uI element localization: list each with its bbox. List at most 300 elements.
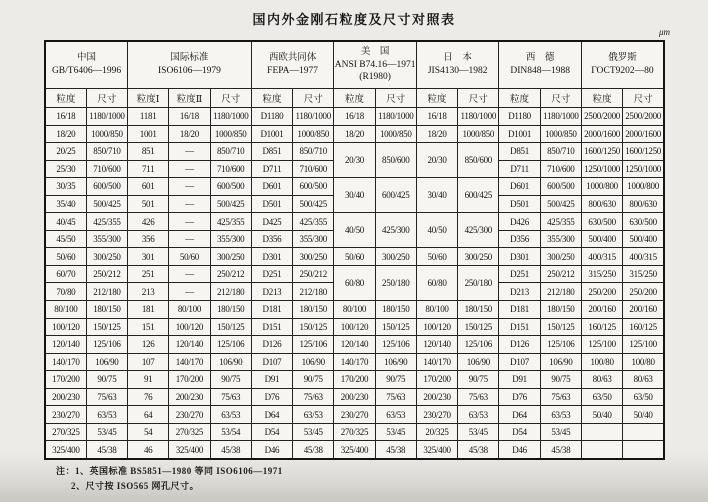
cell-r12-c4: 150/125 [210,318,251,336]
cell-r11-c9: 80/100 [416,301,457,319]
cell-r0-c9: 16/18 [416,108,457,126]
cell-r15-c0: 170/200 [45,371,86,389]
cell-r19-c11: D46 [499,441,540,459]
cell-r9-c5: D251 [251,265,292,283]
cell-r13-c2: 126 [128,336,169,354]
cell-r10-c1: 212/180 [86,283,127,301]
cell-r3-c5: D711 [251,160,292,178]
cell-r12-c8: 150/125 [375,318,416,336]
header-sub-4-0: 粒度 [416,89,457,108]
cell-r6-c12: 425/355 [540,213,581,231]
cell-r9-c11: D251 [499,265,540,283]
cell-r15-c5: D91 [251,371,292,389]
header-sub-5-1: 尺寸 [540,89,581,108]
cell-r8-c6: 300/250 [293,248,334,266]
table-row-6 [45,213,664,231]
cell-r17-c8: 63/53 [375,406,416,424]
cell-r17-c1: 63/53 [86,406,127,424]
cell-r7-c11: D356 [499,230,540,248]
cell-r17-c3: 230/270 [169,406,210,424]
cell-r2-c14: 1600/1250 [623,143,664,161]
cell-r18-c1: 53/45 [86,423,127,441]
table-header [45,41,664,108]
cell-r6-c2: 426 [128,213,169,231]
table-row-14 [45,353,664,371]
cell-r2-c10: 850/600 [458,143,499,178]
cell-r19-c2: 46 [128,441,169,459]
cell-r6-c3: — [169,213,210,231]
cell-r15-c8: 90/75 [375,371,416,389]
cell-r8-c13: 400/315 [581,248,622,266]
header-sub-1-2: 尺寸 [210,89,251,108]
cell-r7-c2: 356 [128,230,169,248]
cell-r5-c2: 501 [128,195,169,213]
cell-r13-c1: 125/106 [86,336,127,354]
cell-r17-c14: 50/40 [623,406,664,424]
table-row-4 [45,178,664,196]
cell-r7-c4: 355/300 [210,230,251,248]
header-group-3-line-1: ANSI B74.16—1971 [334,59,416,70]
cell-r11-c14: 200/160 [623,301,664,319]
cell-r14-c5: D107 [251,353,292,371]
cell-r9-c9: 60/80 [416,265,457,300]
cell-r5-c0: 35/40 [45,195,86,213]
cell-r4-c1: 600/500 [86,178,127,196]
header-group-0-line-0: 中国 [77,53,97,64]
cell-r1-c2: 1001 [128,125,169,143]
cell-r13-c6: 125/106 [293,336,334,354]
header-sub-0-0: 粒度 [45,89,86,108]
cell-r1-c11: D1001 [499,125,540,143]
footnotes [56,464,283,492]
table-row-13 [45,336,664,354]
cell-r12-c3: 100/120 [169,318,210,336]
header-sub-2-1: 尺寸 [293,89,334,108]
header-sub-0-1: 尺寸 [86,89,127,108]
cell-r1-c14: 2000/1600 [623,125,664,143]
cell-r14-c1: 106/90 [86,353,127,371]
header-group-0-line-1: GB/T6406—1996 [51,66,122,76]
cell-r7-c0: 45/50 [45,230,86,248]
cell-r9-c8: 250/180 [375,265,416,300]
cell-r13-c3: 120/140 [169,336,210,354]
header-group-2 [251,41,334,89]
cell-r1-c12: 1000/850 [540,125,581,143]
cell-r8-c8: 300/250 [375,248,416,266]
cell-r16-c5: D76 [251,388,292,406]
cell-r13-c0: 120/140 [45,336,86,354]
cell-r15-c13: 80/63 [581,371,622,389]
cell-r15-c11: D91 [499,371,540,389]
cell-r19-c5: D46 [251,441,292,459]
header-sub-1-1: 粒度Ⅱ [169,89,210,108]
table-body [45,108,664,460]
cell-r8-c11: D301 [499,248,540,266]
cell-r7-c12: 355/300 [540,230,581,248]
cell-r7-c6: 355/300 [293,230,334,248]
cell-r10-c11: D213 [499,283,540,301]
cell-r6-c9: 40/50 [416,213,457,248]
cell-r11-c10: 180/150 [458,301,499,319]
cell-r18-c5: D54 [251,423,292,441]
cell-r8-c9: 50/60 [416,248,457,266]
cell-r15-c1: 90/75 [86,371,127,389]
cell-r16-c12: 75/63 [540,388,581,406]
cell-r6-c8: 425/300 [375,213,416,248]
cell-r4-c5: D601 [251,178,292,196]
cell-r6-c10: 425/300 [458,213,499,248]
cell-r8-c7: 50/60 [334,248,375,266]
cell-r12-c9: 100/120 [416,318,457,336]
header-group-6-line-0: 俄罗斯 [608,53,637,64]
cell-r3-c3: — [169,160,210,178]
cell-r17-c10: 63/53 [458,406,499,424]
table-row-0 [45,108,664,126]
cell-r2-c1: 850/710 [86,143,127,161]
cell-r17-c4: 63/53 [210,406,251,424]
cell-r18-c0: 270/325 [45,423,86,441]
table-row-11 [45,301,664,319]
cell-r3-c4: 710/600 [210,160,251,178]
header-group-0 [45,41,128,89]
cell-r6-c6: 425/355 [293,213,334,231]
cell-r11-c2: 181 [128,301,169,319]
cell-r1-c8: 1000/850 [375,125,416,143]
cell-r15-c14: 80/63 [623,371,664,389]
cell-r6-c7: 40/50 [334,213,375,248]
cell-r8-c12: 300/250 [540,248,581,266]
cell-r11-c3: 80/100 [169,301,210,319]
cell-r19-c6: 45/38 [293,441,334,459]
cell-r18-c7: 270/325 [334,423,375,441]
header-group-2-line-0: 西欧共同体 [268,53,317,64]
header-group-1-line-0: 国际标准 [170,53,209,64]
cell-r16-c6: 75/63 [293,388,334,406]
cell-r19-c1: 45/38 [86,441,127,459]
cell-r1-c10: 1000/850 [458,125,499,143]
cell-r11-c7: 80/100 [334,301,375,319]
cell-r13-c4: 125/106 [210,336,251,354]
cell-r0-c11: D1180 [499,108,540,126]
cell-r11-c11: D181 [499,301,540,319]
cell-r14-c9: 140/170 [416,353,457,371]
cell-r7-c14: 500/400 [623,230,664,248]
cell-r11-c0: 80/100 [45,301,86,319]
header-group-4-line-1: JIS4130—1982 [427,66,488,76]
cell-r12-c7: 100/120 [334,318,375,336]
cell-r13-c10: 125/106 [458,336,499,354]
cell-r12-c5: D151 [251,318,292,336]
cell-r10-c6: 212/180 [293,283,334,301]
header-group-5-line-1: DIN848—1988 [510,66,570,76]
header-sub-2-0: 粒度 [251,89,292,108]
cell-r6-c0: 40/45 [45,213,86,231]
cell-r7-c13: 500/400 [581,230,622,248]
cell-r2-c9: 20/30 [416,143,457,178]
cell-r18-c4: 53/54 [210,423,251,441]
unit-label: μm [658,27,670,37]
table-row-2 [45,143,664,161]
cell-r11-c12: 180/150 [540,301,581,319]
cell-r17-c0: 230/270 [45,406,86,424]
cell-r18-c14 [623,423,664,441]
cell-r5-c6: 500/425 [293,195,334,213]
cell-r15-c3: 170/200 [169,371,210,389]
cell-r19-c12: 45/38 [540,441,581,459]
header-sub-1-0: 粒度Ⅰ [128,89,169,108]
cell-r14-c7: 140/170 [334,353,375,371]
cell-r5-c13: 800/630 [581,195,622,213]
header-group-6 [581,41,664,89]
cell-r18-c2: 54 [128,423,169,441]
cell-r5-c5: D501 [251,195,292,213]
cell-r18-c6: 53/45 [293,423,334,441]
cell-r2-c7: 20/30 [334,143,375,178]
cell-r12-c12: 150/125 [540,318,581,336]
cell-r2-c5: D851 [251,143,292,161]
table-row-16 [45,388,664,406]
cell-r19-c9: 325/400 [416,441,457,459]
cell-r4-c8: 600/425 [375,178,416,213]
cell-r10-c2: 213 [128,283,169,301]
cell-r16-c10: 75/63 [458,388,499,406]
cell-r19-c3: 325/400 [169,441,210,459]
cell-r16-c14: 63/50 [623,388,664,406]
cell-r7-c3: — [169,230,210,248]
cell-r17-c2: 64 [128,406,169,424]
cell-r16-c2: 76 [128,388,169,406]
cell-r8-c0: 50/60 [45,248,86,266]
cell-r4-c10: 600/425 [458,178,499,213]
cell-r13-c12: 125/106 [540,336,581,354]
cell-r2-c2: 851 [128,143,169,161]
cell-r9-c7: 60/80 [334,265,375,300]
cell-r15-c2: 91 [128,371,169,389]
table-row-9 [45,265,664,283]
cell-r3-c14: 1250/1000 [623,160,664,178]
cell-r9-c13: 315/250 [581,265,622,283]
cell-r0-c10: 1180/1000 [458,108,499,126]
cell-r18-c8: 53/45 [375,423,416,441]
cell-r4-c4: 600/500 [210,178,251,196]
cell-r2-c0: 20/25 [45,143,86,161]
cell-r11-c13: 200/160 [581,301,622,319]
cell-r3-c13: 1250/1000 [581,160,622,178]
cell-r0-c4: 1180/1000 [210,108,251,126]
header-sub-4-1: 尺寸 [458,89,499,108]
cell-r8-c1: 300/250 [86,248,127,266]
cell-r17-c5: D64 [251,406,292,424]
cell-r16-c1: 75/63 [86,388,127,406]
cell-r4-c11: D601 [499,178,540,196]
table-row-1 [45,125,664,143]
cell-r9-c1: 250/212 [86,265,127,283]
table-row-8 [45,248,664,266]
cell-r6-c5: D425 [251,213,292,231]
cell-r3-c2: 711 [128,160,169,178]
cell-r6-c13: 630/500 [581,213,622,231]
cell-r0-c5: D1180 [251,108,292,126]
header-group-4 [416,41,499,89]
cell-r8-c3: 50/60 [169,248,210,266]
cell-r12-c6: 150/125 [293,318,334,336]
cell-r13-c7: 120/140 [334,336,375,354]
cell-r11-c8: 180/150 [375,301,416,319]
cell-r16-c0: 200/230 [45,388,86,406]
cell-r17-c13: 50/40 [581,406,622,424]
cell-r5-c14: 800/630 [623,195,664,213]
cell-r16-c4: 75/63 [210,388,251,406]
header-group-1 [128,41,252,89]
cell-r18-c13 [581,423,622,441]
cell-r13-c9: 120/140 [416,336,457,354]
cell-r15-c9: 170/200 [416,371,457,389]
cell-r2-c4: 850/710 [210,143,251,161]
cell-r15-c10: 90/75 [458,371,499,389]
cell-r10-c4: 212/180 [210,283,251,301]
cell-r14-c4: 106/90 [210,353,251,371]
cell-r12-c10: 150/125 [458,318,499,336]
cell-r13-c13: 125/100 [581,336,622,354]
cell-r3-c0: 25/30 [45,160,86,178]
cell-r16-c7: 200/230 [334,388,375,406]
cell-r14-c0: 140/170 [45,353,86,371]
cell-r0-c14: 2500/2000 [623,108,664,126]
cell-r10-c5: D213 [251,283,292,301]
cell-r1-c9: 18/20 [416,125,457,143]
table-row-15 [45,371,664,389]
cell-r15-c6: 90/75 [293,371,334,389]
footnote-1: 注：1、英国标准 BS5851—1980 等同 ISO6106—1971 [56,466,283,476]
cell-r4-c9: 30/40 [416,178,457,213]
header-group-3-line-2: (R1980) [359,72,391,83]
cell-r2-c8: 850/600 [375,143,416,178]
cell-r2-c3: — [169,143,210,161]
cell-r4-c0: 30/35 [45,178,86,196]
cell-r16-c11: D76 [499,388,540,406]
cell-r19-c10: 45/38 [458,441,499,459]
cell-r10-c0: 70/80 [45,283,86,301]
cell-r1-c13: 2000/1600 [581,125,622,143]
table-row-18 [45,423,664,441]
cell-r18-c11: D54 [499,423,540,441]
cell-r14-c14: 100/80 [623,353,664,371]
cell-r14-c11: D107 [499,353,540,371]
cell-r17-c6: 63/53 [293,406,334,424]
cell-r1-c6: 1000/850 [293,125,334,143]
cell-r5-c11: D501 [499,195,540,213]
cell-r4-c6: 600/500 [293,178,334,196]
cell-r4-c2: 601 [128,178,169,196]
cell-r12-c1: 150/125 [86,318,127,336]
header-sub-5-0: 粒度 [499,89,540,108]
cell-r0-c3: 16/18 [169,108,210,126]
cell-r4-c14: 1000/800 [623,178,664,196]
cell-r1-c7: 18/20 [334,125,375,143]
cell-r2-c12: 850/710 [540,143,581,161]
cell-r6-c11: D426 [499,213,540,231]
header-group-2-line-1: FEPA—1977 [267,66,319,76]
cell-r10-c13: 250/200 [581,283,622,301]
cell-r15-c7: 170/200 [334,371,375,389]
cell-r13-c14: 125/100 [623,336,664,354]
cell-r12-c11: D151 [499,318,540,336]
cell-r6-c1: 425/355 [86,213,127,231]
cell-r7-c5: D356 [251,230,292,248]
cell-r16-c9: 200/230 [416,388,457,406]
cell-r5-c4: 500/425 [210,195,251,213]
cell-r19-c7: 325/400 [334,441,375,459]
cell-r9-c2: 251 [128,265,169,283]
cell-r2-c13: 1600/1250 [581,143,622,161]
grit-size-comparison-table [44,40,665,460]
cell-r19-c4: 45/38 [210,441,251,459]
cell-r7-c1: 355/300 [86,230,127,248]
footnote-2: 2、尺寸按 ISO565 网孔尺寸。 [71,481,200,491]
page-title: 国内外金刚石粒度及尺寸对照表 [252,12,456,27]
cell-r2-c6: 850/710 [293,143,334,161]
header-group-1-line-1: ISO6106—1979 [158,66,221,76]
cell-r5-c1: 500/425 [86,195,127,213]
cell-r0-c13: 2500/2000 [581,108,622,126]
cell-r5-c3: — [169,195,210,213]
cell-r19-c14 [623,441,664,459]
cell-r14-c12: 106/90 [540,353,581,371]
cell-r12-c0: 100/120 [45,318,86,336]
cell-r15-c12: 90/75 [540,371,581,389]
cell-r14-c8: 106/90 [375,353,416,371]
cell-r16-c8: 75/63 [375,388,416,406]
table-row-17 [45,406,664,424]
cell-r12-c13: 160/125 [581,318,622,336]
cell-r10-c12: 212/180 [540,283,581,301]
header-group-6-line-1: ГОСТ9202—80 [591,66,654,76]
cell-r19-c0: 325/400 [45,441,86,459]
table-row-19 [45,441,664,459]
cell-r6-c14: 630/500 [623,213,664,231]
cell-r18-c9: 20/325 [416,423,457,441]
cell-r8-c14: 400/315 [623,248,664,266]
cell-r0-c1: 1180/1000 [86,108,127,126]
cell-r14-c10: 106/90 [458,353,499,371]
cell-r9-c4: 250/212 [210,265,251,283]
cell-r17-c9: 230/270 [416,406,457,424]
cell-r3-c1: 710/600 [86,160,127,178]
cell-r10-c14: 250/200 [623,283,664,301]
cell-r16-c3: 200/230 [169,388,210,406]
cell-r0-c7: 16/18 [334,108,375,126]
header-sub-3-1: 尺寸 [375,89,416,108]
cell-r4-c12: 600/500 [540,178,581,196]
cell-r8-c2: 301 [128,248,169,266]
cell-r11-c1: 180/150 [86,301,127,319]
header-sub-3-0: 粒度 [334,89,375,108]
cell-r19-c8: 45/38 [375,441,416,459]
header-group-5-line-0: 西 德 [525,53,555,64]
cell-r4-c7: 30/40 [334,178,375,213]
cell-r5-c12: 500/425 [540,195,581,213]
cell-r8-c4: 300/250 [210,248,251,266]
cell-r14-c13: 100/80 [581,353,622,371]
table-row-12 [45,318,664,336]
cell-r9-c6: 250/212 [293,265,334,283]
header-group-3-line-0: 美 国 [360,46,390,57]
cell-r9-c14: 315/250 [623,265,664,283]
cell-r18-c12: 53/45 [540,423,581,441]
cell-r18-c3: 270/325 [169,423,210,441]
cell-r8-c10: 300/250 [458,248,499,266]
cell-r18-c10: 53/45 [458,423,499,441]
